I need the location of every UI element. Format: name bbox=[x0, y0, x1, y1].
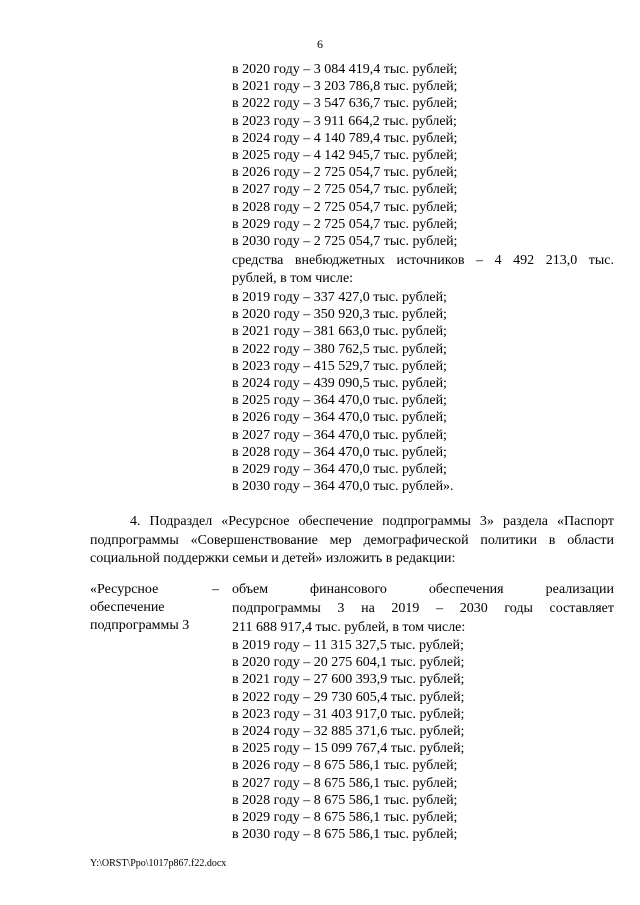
paragraph-text: подпрограммы «Совершенствование мер демографической политики в области bbox=[90, 533, 614, 548]
funding-year-row: в 2021 году – 27 600 393,9 тыс. рублей; bbox=[232, 672, 465, 688]
paragraph-text: социальной поддержки семьи и детей» изложить в редакции: bbox=[90, 551, 456, 566]
funding-year-row: в 2020 году – 20 275 604,1 тыс. рублей; bbox=[232, 655, 465, 671]
funding-year-row: в 2028 году – 8 675 586,1 тыс. рублей; bbox=[232, 792, 458, 808]
resource-label-line: «Ресурсное bbox=[90, 582, 159, 597]
funding-year-row: в 2027 году – 364 470,0 тыс. рублей; bbox=[232, 427, 447, 443]
funding-year-row: в 2028 году – 364 470,0 тыс. рублей; bbox=[232, 444, 447, 460]
financing-line-2: подпрограммы 3 на 2019 – 2030 годы составляет bbox=[232, 601, 614, 616]
financing-line-3: 211 688 917,4 тыс. рублей, в том числе: bbox=[232, 620, 466, 635]
funding-year-row: в 2020 году – 350 920,3 тыс. рублей; bbox=[232, 307, 447, 323]
file-path-footer: Y:\ORST\Ppo\1017p867.f22.docx bbox=[90, 858, 227, 869]
funding-year-row: в 2024 году – 4 140 789,4 тыс. рублей; bbox=[232, 130, 458, 146]
funding-year-row: в 2025 году – 4 142 945,7 тыс. рублей; bbox=[232, 147, 458, 163]
funding-year-row: в 2025 году – 15 099 767,4 тыс. рублей; bbox=[232, 741, 465, 757]
funding-year-row: в 2029 году – 8 675 586,1 тыс. рублей; bbox=[232, 809, 458, 825]
extrabudget-sources-line: средства внебюджетных источников – 4 492 213,0 тыс. bbox=[232, 253, 614, 268]
funding-year-row: в 2020 году – 3 084 419,4 тыс. рублей; bbox=[232, 62, 458, 77]
funding-year-row: в 2023 году – 3 911 664,2 тыс. рублей; bbox=[232, 113, 457, 129]
amendment-paragraph-line-2 bbox=[90, 531, 614, 550]
funding-year-row: в 2022 году – 380 762,5 тыс. рублей; bbox=[232, 341, 447, 357]
resource-label-line: обеспечение bbox=[90, 600, 165, 615]
funding-year-row: в 2023 году – 415 529,7 тыс. рублей; bbox=[232, 358, 447, 374]
amendment-paragraph-line-1 bbox=[130, 512, 614, 531]
paragraph-text: 4. Подраздел «Ресурсное обеспечение подпрограммы 3» раздела «Паспорт bbox=[130, 514, 614, 529]
funding-list-subprogram-3 bbox=[232, 637, 614, 843]
funding-year-row: в 2021 году – 381 663,0 тыс. рублей; bbox=[232, 324, 447, 340]
funding-year-row: в 2029 году – 364 470,0 тыс. рублей; bbox=[232, 461, 447, 477]
label-dash: – bbox=[212, 582, 219, 597]
funding-year-row: в 2030 году – 2 725 054,7 тыс. рублей; bbox=[232, 233, 458, 249]
funding-year-row: в 2026 году – 364 470,0 тыс. рублей; bbox=[232, 410, 447, 426]
funding-year-row: в 2022 году – 3 547 636,7 тыс. рублей; bbox=[232, 96, 458, 112]
funding-year-row: в 2025 году – 364 470,0 тыс. рублей; bbox=[232, 393, 447, 409]
resource-label bbox=[90, 581, 224, 635]
funding-list-extrabudget bbox=[232, 289, 614, 495]
funding-year-row: в 2029 году – 2 725 054,7 тыс. рублей; bbox=[232, 216, 458, 232]
amendment-paragraph-line-3 bbox=[90, 550, 614, 567]
funding-year-row: в 2019 году – 337 427,0 тыс. рублей; bbox=[232, 290, 447, 305]
funding-year-row: в 2023 году – 31 403 917,0 тыс. рублей; bbox=[232, 706, 465, 722]
funding-year-row: в 2026 году – 2 725 054,7 тыс. рублей; bbox=[232, 165, 458, 181]
funding-year-row: в 2019 году – 11 315 327,5 тыс. рублей; bbox=[232, 638, 464, 653]
funding-year-row: в 2030 году – 8 675 586,1 тыс. рублей; bbox=[232, 827, 458, 843]
funding-year-row: в 2027 году – 2 725 054,7 тыс. рублей; bbox=[232, 182, 458, 198]
funding-year-row: в 2021 году – 3 203 786,8 тыс. рублей; bbox=[232, 79, 458, 95]
funding-year-row: в 2024 году – 439 090,5 тыс. рублей; bbox=[232, 375, 447, 391]
funding-year-row: в 2027 году – 8 675 586,1 тыс. рублей; bbox=[232, 775, 458, 791]
extrabudget-sources-continuation: рублей, в том числе: bbox=[232, 271, 354, 286]
resource-label-line: подпрограммы 3 bbox=[90, 618, 190, 633]
funding-year-row: в 2026 году – 8 675 586,1 тыс. рублей; bbox=[232, 758, 458, 774]
page-number: 6 bbox=[317, 37, 323, 51]
funding-list-budget bbox=[232, 61, 614, 250]
financing-line-1: объем финансового обеспечения реализации bbox=[232, 582, 614, 597]
funding-year-row: в 2022 году – 29 730 605,4 тыс. рублей; bbox=[232, 689, 465, 705]
funding-year-row: в 2028 году – 2 725 054,7 тыс. рублей; bbox=[232, 199, 458, 215]
funding-year-row: в 2030 году – 364 470,0 тыс. рублей». bbox=[232, 479, 454, 495]
funding-year-row: в 2024 году – 32 885 371,6 тыс. рублей; bbox=[232, 723, 465, 739]
